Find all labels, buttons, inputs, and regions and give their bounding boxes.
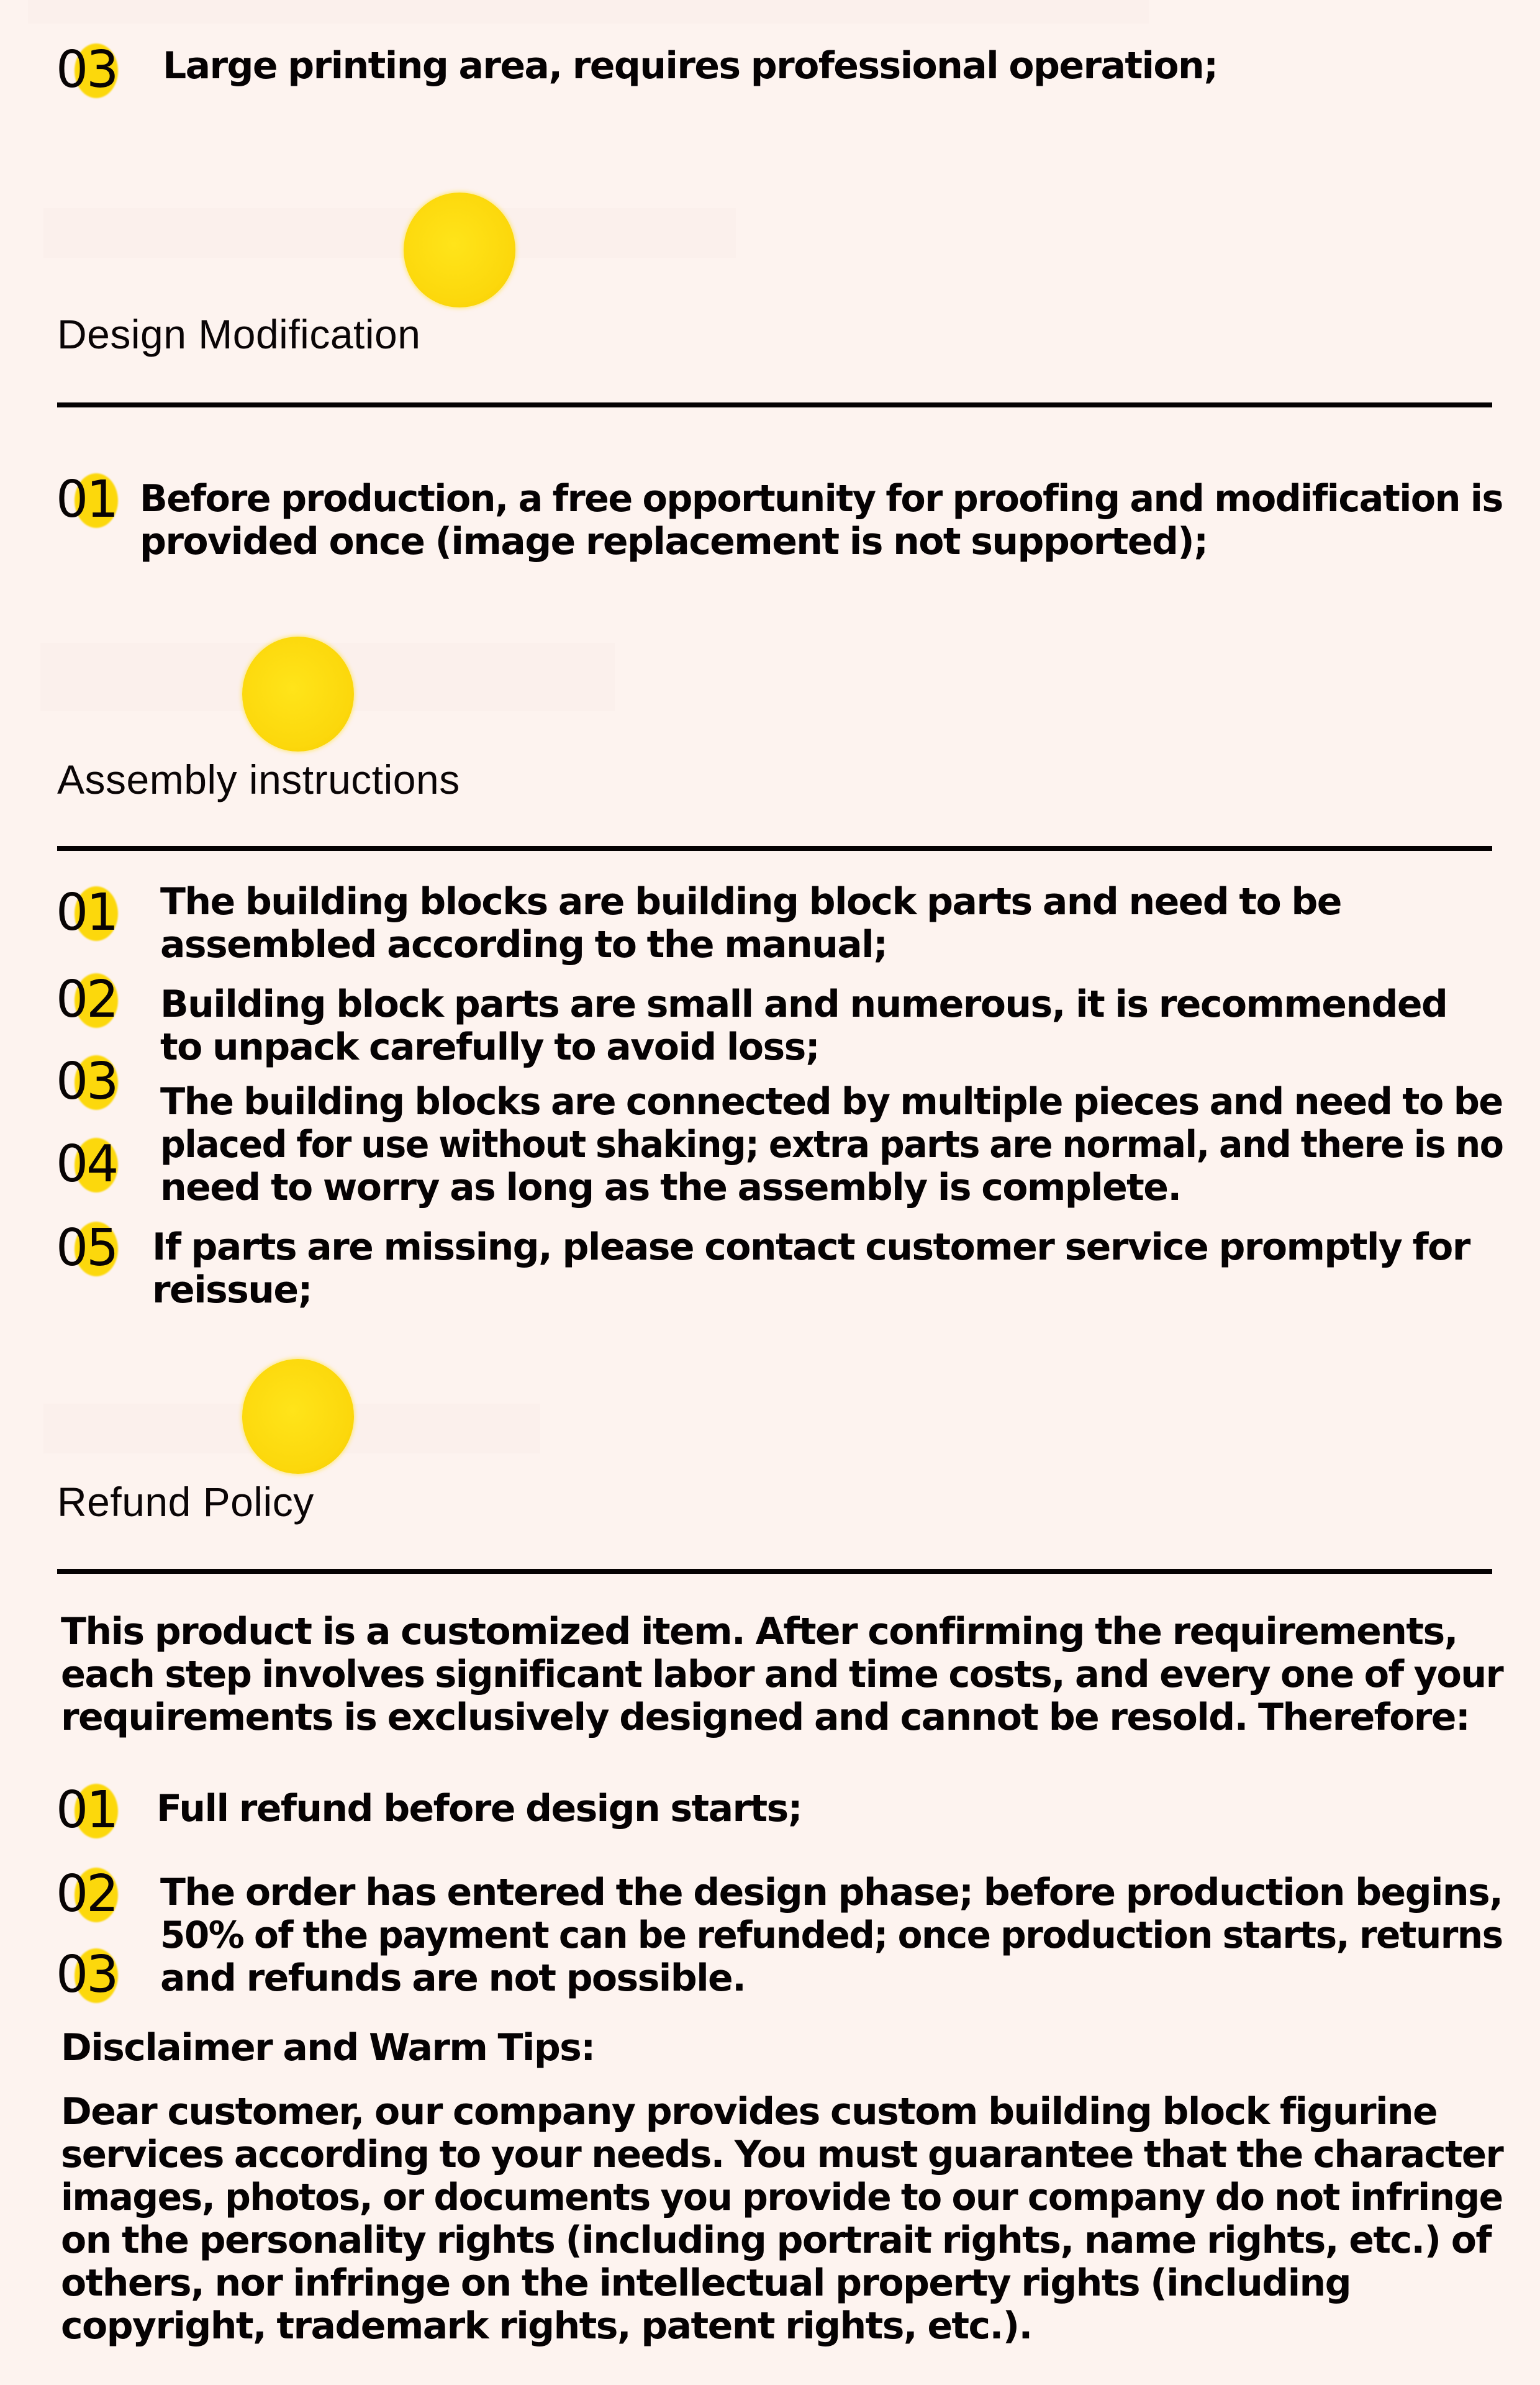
badge-number: 04: [56, 1135, 117, 1194]
number-badge-assembly-03: [56, 1054, 124, 1110]
disclaimer-line-5: others, nor infringe on the intellectual property rights (including: [61, 2261, 1351, 2305]
badge-number: 01: [56, 883, 117, 942]
assembly-line-8: If parts are missing, please contact customer service promptly for: [152, 1225, 1470, 1269]
section-heading-refund-policy: Refund Policy: [57, 1479, 314, 1525]
yellow-dot-icon: [242, 637, 354, 752]
yellow-dot-icon: [404, 193, 515, 307]
disclaimer-line-4: on the personality rights (including portrait rights, name rights, etc.) of: [61, 2219, 1491, 2262]
disclaimer-line-2: services according to your needs. You must guarantee that the character: [61, 2133, 1503, 2176]
badge-number: 03: [56, 40, 117, 99]
number-badge-refund-03: [56, 1947, 124, 2003]
assembly-line-9: reissue;: [152, 1268, 312, 1312]
design-item-line-2: provided once (image replacement is not supported);: [140, 520, 1208, 563]
badge-number: 05: [56, 1219, 117, 1278]
number-badge-assembly-05: [56, 1220, 124, 1276]
assembly-line-5: The building blocks are connected by multiple pieces and need to be: [160, 1080, 1503, 1124]
number-badge-refund-02: [56, 1866, 124, 1922]
disclaimer-line-3: images, photos, or documents you provide to our company do not infringe: [61, 2176, 1503, 2219]
number-badge-top-03: [56, 42, 124, 98]
heading-backdrop: [43, 208, 736, 258]
faint-top-bar: [28, 0, 1149, 24]
badge-number: 02: [56, 1865, 117, 1924]
assembly-line-7: need to worry as long as the assembly is complete.: [160, 1166, 1181, 1209]
assembly-line-6: placed for use without shaking; extra parts are normal, and there is no: [160, 1123, 1503, 1166]
assembly-line-2: assembled according to the manual;: [160, 923, 887, 966]
refund-intro-line-2: each step involves significant labor and time costs, and every one of your: [61, 1653, 1503, 1696]
section-divider: [57, 1569, 1492, 1574]
badge-number: 01: [56, 470, 117, 529]
design-item-line-1: Before production, a free opportunity for proofing and modification is: [140, 477, 1503, 520]
refund-item-line-2: The order has entered the design phase; before production begins,: [160, 1871, 1503, 1914]
number-badge-assembly-01: [56, 885, 124, 941]
disclaimer-line-6: copyright, trademark rights, patent rights, etc.).: [61, 2304, 1032, 2348]
section-heading-design-modification: Design Modification: [57, 311, 421, 357]
badge-number: 03: [56, 1945, 117, 2004]
refund-item-line-1: Full refund before design starts;: [156, 1787, 802, 1830]
section-divider: [57, 402, 1492, 407]
top-item-text: Large printing area, requires professional operation;: [163, 44, 1218, 88]
badge-number: 03: [56, 1052, 117, 1111]
number-badge-refund-01: [56, 1783, 124, 1838]
number-badge-assembly-04: [56, 1137, 124, 1192]
disclaimer-heading: Disclaimer and Warm Tips:: [61, 2026, 595, 2069]
number-badge-assembly-02: [56, 972, 124, 1028]
section-heading-assembly-instructions: Assembly instructions: [57, 756, 460, 802]
section-divider: [57, 846, 1492, 851]
number-badge-design-01: [56, 472, 124, 528]
assembly-line-1: The building blocks are building block parts and need to be: [160, 880, 1341, 924]
assembly-line-4: to unpack carefully to avoid loss;: [160, 1025, 820, 1069]
badge-number: 02: [56, 970, 117, 1029]
yellow-dot-icon: [242, 1359, 354, 1474]
assembly-line-3: Building block parts are small and numerous, it is recommended: [160, 983, 1447, 1026]
refund-item-line-3: 50% of the payment can be refunded; once production starts, returns: [160, 1914, 1503, 1957]
refund-intro-line-3: requirements is exclusively designed and cannot be resold. Therefore:: [61, 1696, 1470, 1739]
refund-intro-line-1: This product is a customized item. After confirming the requirements,: [61, 1610, 1457, 1653]
disclaimer-line-1: Dear customer, our company provides custom building block figurine: [61, 2090, 1438, 2133]
badge-number: 01: [56, 1781, 117, 1840]
refund-item-line-4: and refunds are not possible.: [160, 1956, 746, 2000]
